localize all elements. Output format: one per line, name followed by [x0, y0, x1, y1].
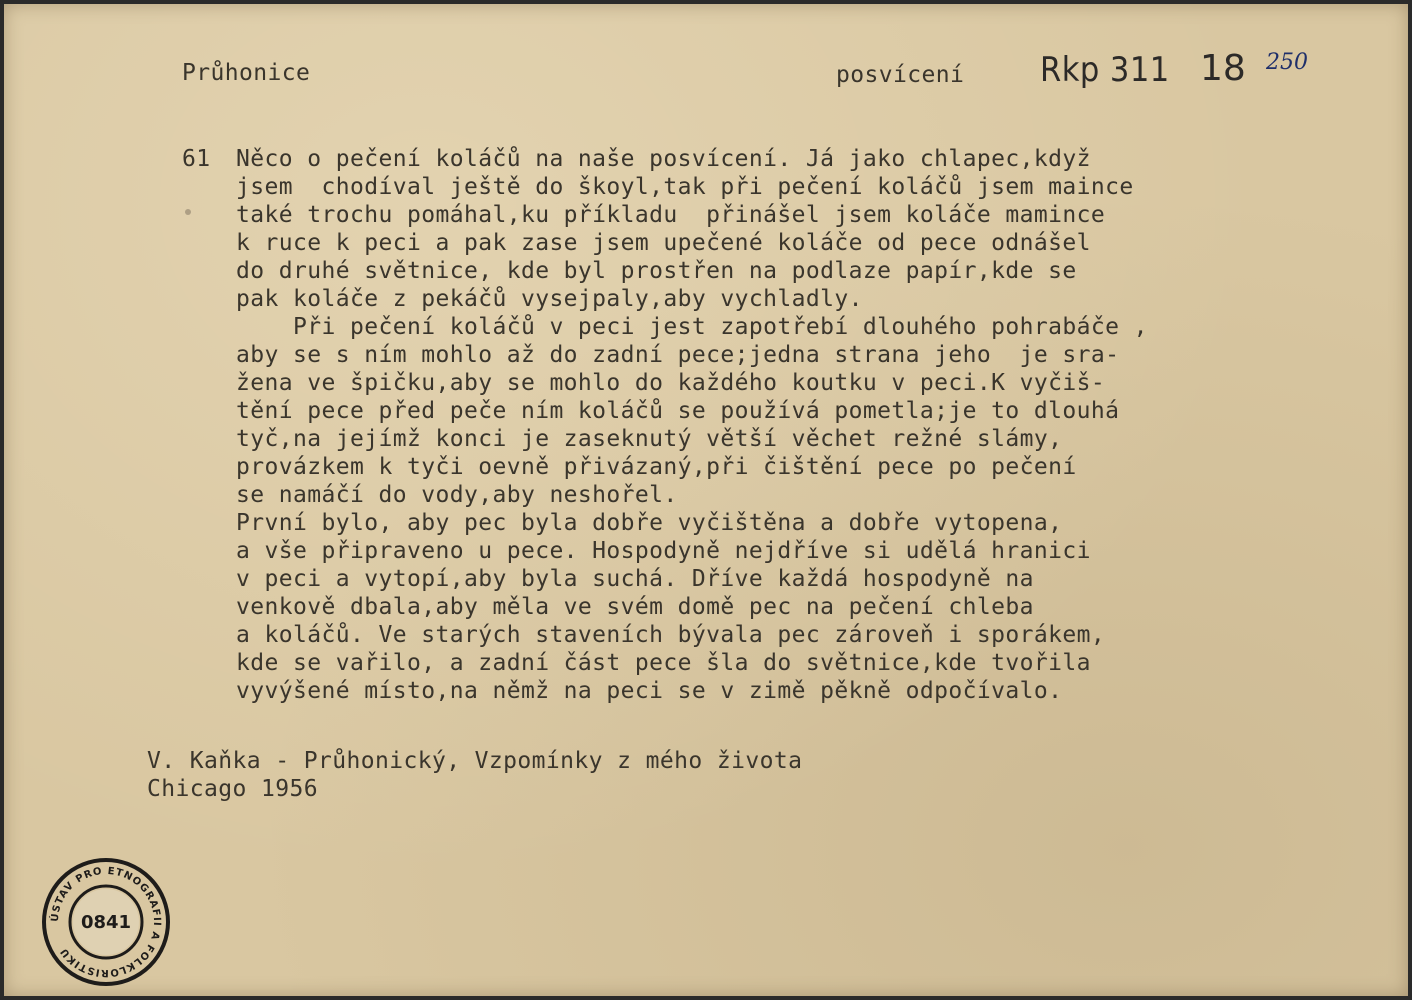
entry-line: provázkem k tyči oevně přivázaný,při čištění pece po pečení — [236, 454, 1077, 480]
archive-card — [4, 4, 1408, 996]
source-line: Chicago 1956 — [147, 776, 318, 802]
entry-line: se namáčí do vody,aby neshořel. — [236, 482, 678, 508]
institution-stamp-icon — [40, 856, 172, 988]
stamp-ring-text: ÚSTAV PRO ETNOGRAFII A FOLKLORISTIKU — [49, 865, 163, 979]
entry-line: tyč,na jejímž konci je zaseknutý větší věchet režné slámy, — [236, 426, 1063, 452]
stamp-center-number: 0841 — [80, 912, 132, 933]
entry-number: 61 — [182, 146, 211, 172]
place-name: Průhonice — [182, 60, 311, 86]
entry-line: První bylo, aby pec byla dobře vyčištěna a dobře vytopena, — [236, 510, 1063, 536]
entry-line: Při pečení koláčů v peci jest zapotřebí dlouhého pohrabáče , — [236, 314, 1148, 340]
entry-line: a vše připraveno u pece. Hospodyně nejdříve si udělá hranici — [236, 538, 1091, 564]
entry-line: pak koláče z pekáčů vysejpaly,aby vychladly. — [236, 286, 863, 312]
archive-signature: Rkp 311 — [1040, 50, 1170, 90]
source-line: V. Kaňka - Průhonický, Vzpomínky z mého života — [147, 748, 803, 774]
entry-line: vyvýšené místo,na němž na peci se v zimě pěkně odpočívalo. — [236, 678, 1063, 704]
entry-line: kde se vařilo, a zadní část pece šla do světnice,kde tvořila — [236, 650, 1091, 676]
entry-line: Něco o pečení koláčů na naše posvícení. Já jako chlapec,když — [236, 146, 1091, 172]
topic-label: posvícení — [836, 62, 965, 88]
entry-line: jsem chodíval ještě do škoyl,tak při pečení koláčů jsem maince — [236, 174, 1134, 200]
entry-line: tění pece před peče ním koláčů se používá pometla;je to dlouhá — [236, 398, 1120, 424]
entry-line: do druhé světnice, kde byl prostřen na podlaze papír,kde se — [236, 258, 1077, 284]
entry-line: venkově dbala,aby měla ve svém domě pec na pečení chleba — [236, 594, 1034, 620]
entry-line: a koláčů. Ve starých staveních bývala pec zároveň i sporákem, — [236, 622, 1106, 648]
signature-number: 18 — [1200, 48, 1246, 89]
entry-line: žena ve špičku,aby se mohlo do každého koutku v peci.K vyčiš- — [236, 370, 1106, 396]
entry-line: také trochu pomáhal,ku příkladu přinášel jsem koláče mamince — [236, 202, 1106, 228]
entry-line: v peci a vytopí,aby byla suchá. Dříve každá hospodyně na — [236, 566, 1034, 592]
entry-line: aby se s ním mohlo až do zadní pece;jedna strana jeho je sra- — [236, 342, 1120, 368]
entry-line: k ruce k peci a pak zase jsem upečené koláče od pece odnášel — [236, 230, 1091, 256]
ink-spot — [185, 209, 191, 215]
handwritten-number: 250 — [1266, 50, 1308, 75]
